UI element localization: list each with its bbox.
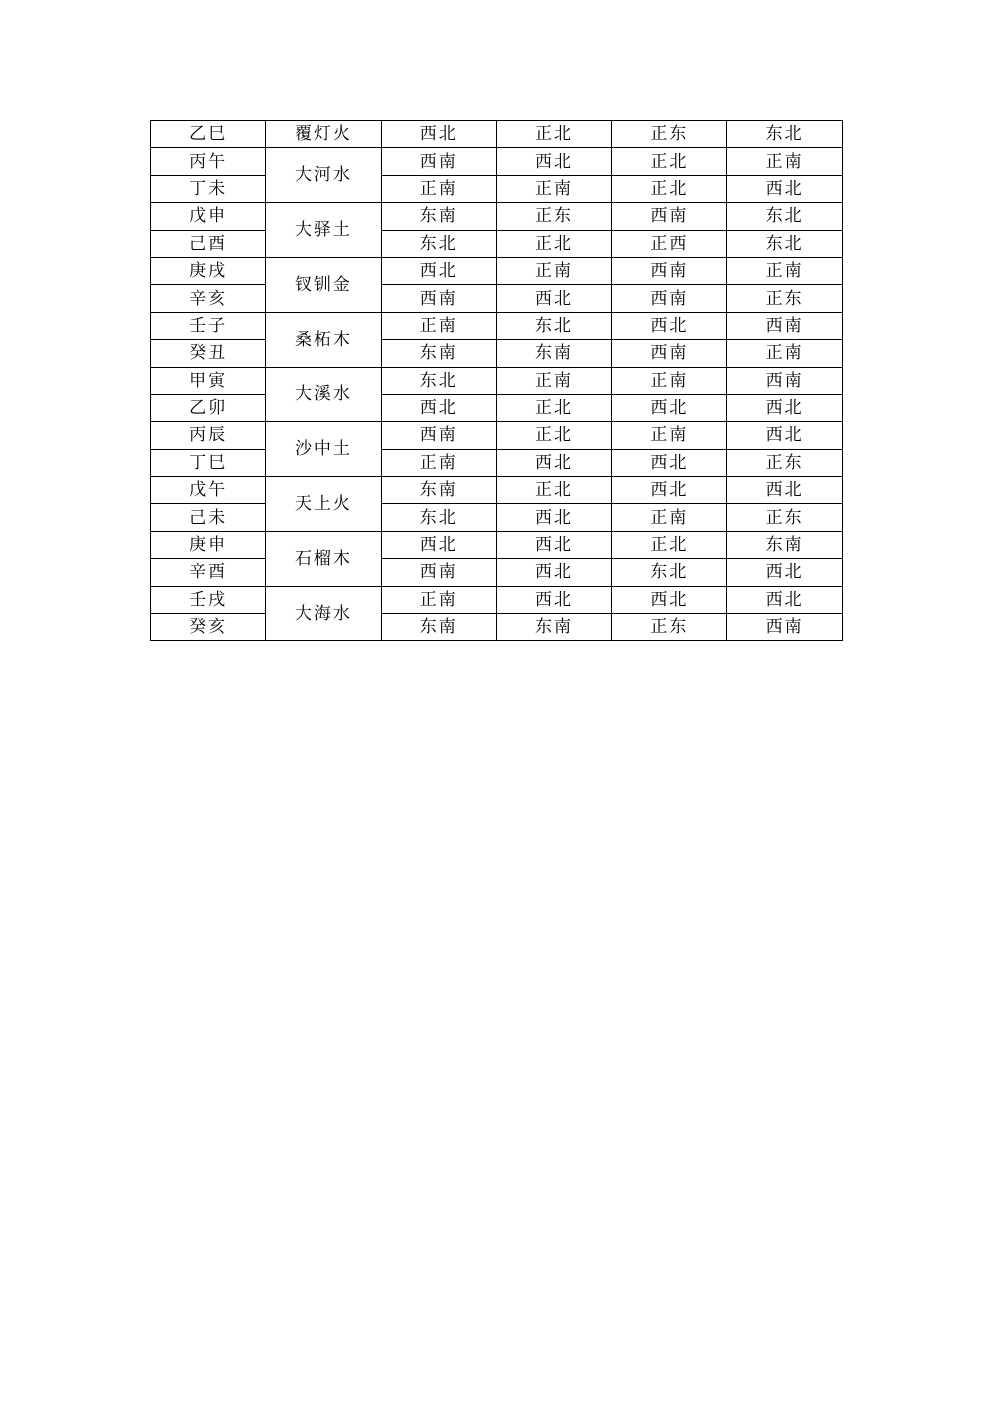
direction-cell: 正东: [612, 614, 727, 641]
direction-cell: 东北: [727, 203, 842, 230]
table-row: [151, 257, 843, 284]
direction-cell: 西北: [496, 449, 611, 476]
direction-cell: 正东: [612, 121, 727, 148]
ganzhi-cell: 乙卯: [151, 394, 266, 421]
table-row: [151, 586, 843, 613]
ganzhi-cell: 辛酉: [151, 559, 266, 586]
table-row: [151, 394, 843, 421]
nayin-cell: 钗钏金: [266, 257, 381, 312]
direction-cell: 正南: [381, 312, 496, 339]
direction-cell: 正北: [496, 230, 611, 257]
direction-cell: 西南: [381, 422, 496, 449]
direction-cell: 西南: [381, 148, 496, 175]
direction-cell: 西北: [381, 257, 496, 284]
direction-cell: 西北: [612, 449, 727, 476]
direction-cell: 西北: [381, 394, 496, 421]
direction-cell: 西北: [727, 586, 842, 613]
direction-cell: 东北: [727, 230, 842, 257]
nayin-cell: 天上火: [266, 477, 381, 532]
nayin-cell: 大溪水: [266, 367, 381, 422]
nayin-cell: 沙中土: [266, 422, 381, 477]
table-row: [151, 367, 843, 394]
direction-cell: 正南: [612, 367, 727, 394]
ganzhi-cell: 丙午: [151, 148, 266, 175]
nayin-cell: 大河水: [266, 148, 381, 203]
table-row: [151, 285, 843, 312]
direction-cell: 东北: [496, 312, 611, 339]
nayin-cell: 桑柘木: [266, 312, 381, 367]
direction-cell: 西南: [727, 312, 842, 339]
direction-cell: 正北: [496, 422, 611, 449]
direction-cell: 西南: [612, 203, 727, 230]
ganzhi-cell: 壬子: [151, 312, 266, 339]
direction-cell: 正南: [381, 449, 496, 476]
direction-cell: 东北: [381, 504, 496, 531]
direction-cell: 西北: [727, 477, 842, 504]
table-row: [151, 559, 843, 586]
table-row: [151, 312, 843, 339]
direction-cell: 东南: [381, 203, 496, 230]
direction-cell: 西北: [496, 148, 611, 175]
direction-cell: 正北: [496, 394, 611, 421]
direction-cell: 正东: [496, 203, 611, 230]
direction-cell: 正南: [727, 257, 842, 284]
direction-cell: 东南: [496, 340, 611, 367]
ganzhi-cell: 庚申: [151, 531, 266, 558]
direction-cell: 正南: [727, 340, 842, 367]
direction-cell: 西南: [727, 614, 842, 641]
direction-cell: 正南: [496, 367, 611, 394]
direction-cell: 东南: [496, 614, 611, 641]
direction-cell: 西北: [612, 477, 727, 504]
table-row: [151, 614, 843, 641]
direction-cell: 西北: [727, 394, 842, 421]
direction-cell: 西南: [381, 285, 496, 312]
direction-cell: 正南: [727, 148, 842, 175]
direction-cell: 正北: [612, 531, 727, 558]
table-row: [151, 531, 843, 558]
direction-cell: 正南: [381, 175, 496, 202]
ganzhi-cell: 壬戌: [151, 586, 266, 613]
nayin-cell: 大海水: [266, 586, 381, 641]
direction-cell: 正北: [496, 477, 611, 504]
nayin-cell: 覆灯火: [266, 121, 381, 148]
direction-cell: 正南: [612, 422, 727, 449]
ganzhi-cell: 乙巳: [151, 121, 266, 148]
direction-cell: 正东: [727, 285, 842, 312]
ganzhi-cell: 丙辰: [151, 422, 266, 449]
direction-cell: 东北: [381, 230, 496, 257]
direction-cell: 正南: [612, 504, 727, 531]
direction-cell: 东南: [381, 340, 496, 367]
direction-cell: 西北: [496, 586, 611, 613]
direction-cell: 正北: [612, 148, 727, 175]
direction-cell: 西北: [727, 559, 842, 586]
direction-cell: 西北: [381, 121, 496, 148]
table-row: [151, 449, 843, 476]
direction-cell: 东北: [612, 559, 727, 586]
direction-cell: 正南: [496, 257, 611, 284]
direction-cell: 西北: [496, 504, 611, 531]
direction-cell: 正北: [496, 121, 611, 148]
table-row: [151, 477, 843, 504]
ganzhi-cell: 甲寅: [151, 367, 266, 394]
table-row: [151, 422, 843, 449]
ganzhi-direction-table: [150, 120, 843, 641]
ganzhi-cell: 戊申: [151, 203, 266, 230]
direction-cell: 西南: [612, 285, 727, 312]
nayin-cell: 大驿土: [266, 203, 381, 258]
direction-cell: 西北: [612, 586, 727, 613]
ganzhi-cell: 丁巳: [151, 449, 266, 476]
direction-cell: 西北: [727, 175, 842, 202]
table-row: [151, 148, 843, 175]
direction-cell: 正东: [727, 504, 842, 531]
direction-cell: 西北: [381, 531, 496, 558]
direction-cell: 正北: [612, 175, 727, 202]
direction-cell: 正南: [496, 175, 611, 202]
direction-cell: 西北: [727, 422, 842, 449]
direction-cell: 西北: [496, 285, 611, 312]
direction-cell: 西南: [727, 367, 842, 394]
direction-cell: 正东: [727, 449, 842, 476]
direction-cell: 西南: [612, 257, 727, 284]
direction-cell: 东北: [727, 121, 842, 148]
table-row: [151, 203, 843, 230]
direction-cell: 西南: [612, 340, 727, 367]
direction-cell: 东南: [381, 477, 496, 504]
ganzhi-cell: 己未: [151, 504, 266, 531]
table-row: [151, 230, 843, 257]
table-row: [151, 175, 843, 202]
direction-cell: 正南: [381, 586, 496, 613]
table-row: [151, 504, 843, 531]
direction-cell: 西北: [496, 531, 611, 558]
ganzhi-cell: 丁未: [151, 175, 266, 202]
direction-cell: 正西: [612, 230, 727, 257]
direction-cell: 东南: [381, 614, 496, 641]
nayin-cell: 石榴木: [266, 531, 381, 586]
ganzhi-cell: 癸亥: [151, 614, 266, 641]
direction-cell: 西北: [496, 559, 611, 586]
direction-cell: 东南: [727, 531, 842, 558]
direction-cell: 西北: [612, 312, 727, 339]
table-row: [151, 121, 843, 148]
ganzhi-cell: 戊午: [151, 477, 266, 504]
ganzhi-cell: 癸丑: [151, 340, 266, 367]
direction-cell: 东北: [381, 367, 496, 394]
ganzhi-cell: 庚戌: [151, 257, 266, 284]
direction-cell: 西北: [612, 394, 727, 421]
direction-cell: 西南: [381, 559, 496, 586]
ganzhi-cell: 己酉: [151, 230, 266, 257]
ganzhi-cell: 辛亥: [151, 285, 266, 312]
table-row: [151, 340, 843, 367]
